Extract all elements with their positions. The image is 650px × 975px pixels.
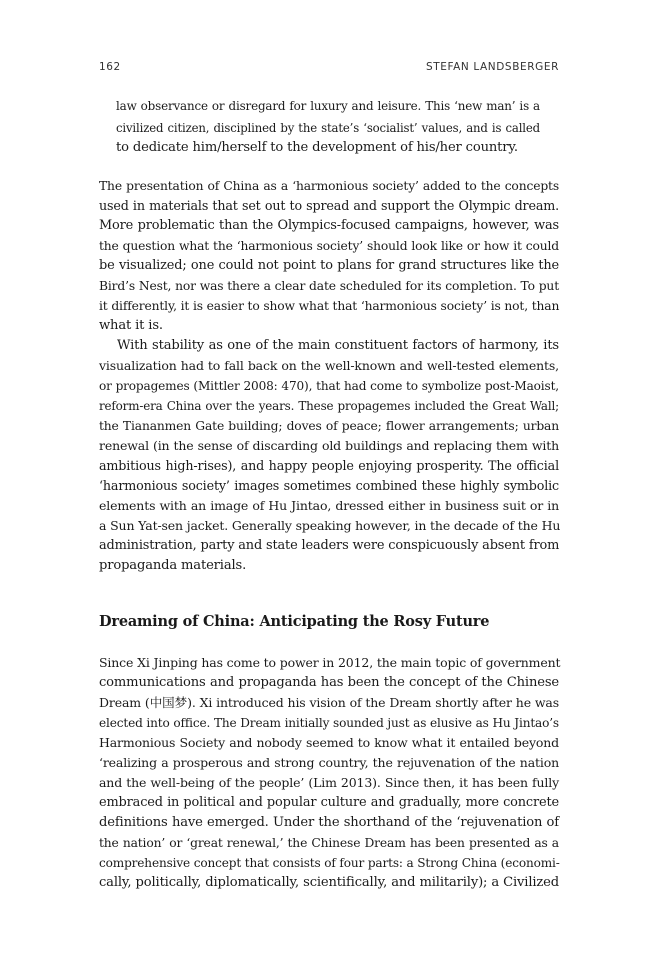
paragraph-line: embraced in political and popular culture and gradually, more concrete [99,795,559,810]
section-heading: Dreaming of China: Anticipating the Rosy Future [99,613,490,630]
paragraph-line: Harmonious Society and nobody seemed to know what it entailed beyond [99,735,559,750]
page-header [99,61,559,77]
paragraph-line: reform-era China over the years. These propagemes included the Great Wall; [99,399,559,413]
quote-line: law observance or disregard for luxury and leisure. This ‘new man’ is a [116,99,540,113]
paragraph-line: More problematic than the Olympics-focused campaigns, however, was [99,218,559,233]
paragraph-line: the question what the ‘harmonious society’ should look like or how it could [99,239,559,253]
paragraph-line: Since Xi Jinping has come to power in 2012, the main topic of government [99,655,561,670]
paragraph-line: what it is. [99,318,163,333]
running-head: STEFAN LANDSBERGER [425,61,559,73]
paragraph-line: definitions have emerged. Under the shorthand of the ‘rejuvenation of [99,815,559,830]
paragraph-line: the nation’ or ‘great renewal,’ the Chinese Dream has been presented as a [99,836,559,850]
paragraph-line: ‘harmonious society’ images sometimes combined these highly symbolic [99,478,559,493]
paragraph-line: Dream (中国梦). Xi introduced his vision of the Dream shortly after he was [99,695,559,710]
paragraph-line: visualization had to fall back on the well-known and well-tested elements, [99,358,559,373]
paragraph-line: Bird’s Nest, nor was there a clear date scheduled for its completion. To put [99,279,559,293]
quote-line: civilized citizen, disciplined by the state’s ‘socialist’ values, and is called [116,121,540,135]
paragraph-line: and the well-being of the people’ (Lim 2013). Since then, it has been fully [99,775,559,790]
paragraph-line: propaganda materials. [99,558,247,573]
paragraph-line: ambitious high-rises), and happy people enjoying prosperity. The official [99,458,559,473]
paragraph-line: The presentation of China as a ‘harmonious society’ added to the concepts [99,179,559,193]
paragraph-line: it differently, it is easier to show what that ‘harmonious society’ is not, than [99,299,560,313]
paragraph-line: ‘realizing a prosperous and strong country, the rejuvenation of the nation [99,755,559,770]
paragraph-line: cally, politically, diplomatically, scientifically, and militarily); a Civilized [99,875,559,890]
paragraph-line: the Tiananmen Gate building; doves of peace; flower arrangements; urban [99,419,559,433]
paragraph-line: communications and propaganda has been the concept of the Chinese [99,675,559,690]
paragraph-line: administration, party and state leaders were conspicuously absent from [99,538,560,553]
paragraph-line: or propagemes (Mittler 2008: 470), that had come to symbolize post-Maoist, [99,379,559,393]
paragraph-line: used in materials that set out to spread and support the Olympic dream. [99,198,559,213]
paragraph-line: a Sun Yat-sen jacket. Generally speaking however, in the decade of the Hu [99,518,561,533]
paragraph-line: comprehensive concept that consists of four parts: a Strong China (economi- [99,856,560,870]
page-number: 162 [99,61,121,73]
quote-line: to dedicate him/herself to the development of his/her country. [116,140,518,155]
paragraph-line: be visualized; one could not point to plans for grand structures like the [99,258,559,273]
paragraph-line: renewal (in the sense of discarding old buildings and replacing them with [99,438,559,453]
paragraph-line: With stability as one of the main constituent factors of harmony, its [117,338,559,353]
paragraph-line: elected into office. The Dream initially sounded just as elusive as Hu Jintao’s [99,716,559,730]
paragraph-line: elements with an image of Hu Jintao, dressed either in business suit or in [99,498,559,513]
